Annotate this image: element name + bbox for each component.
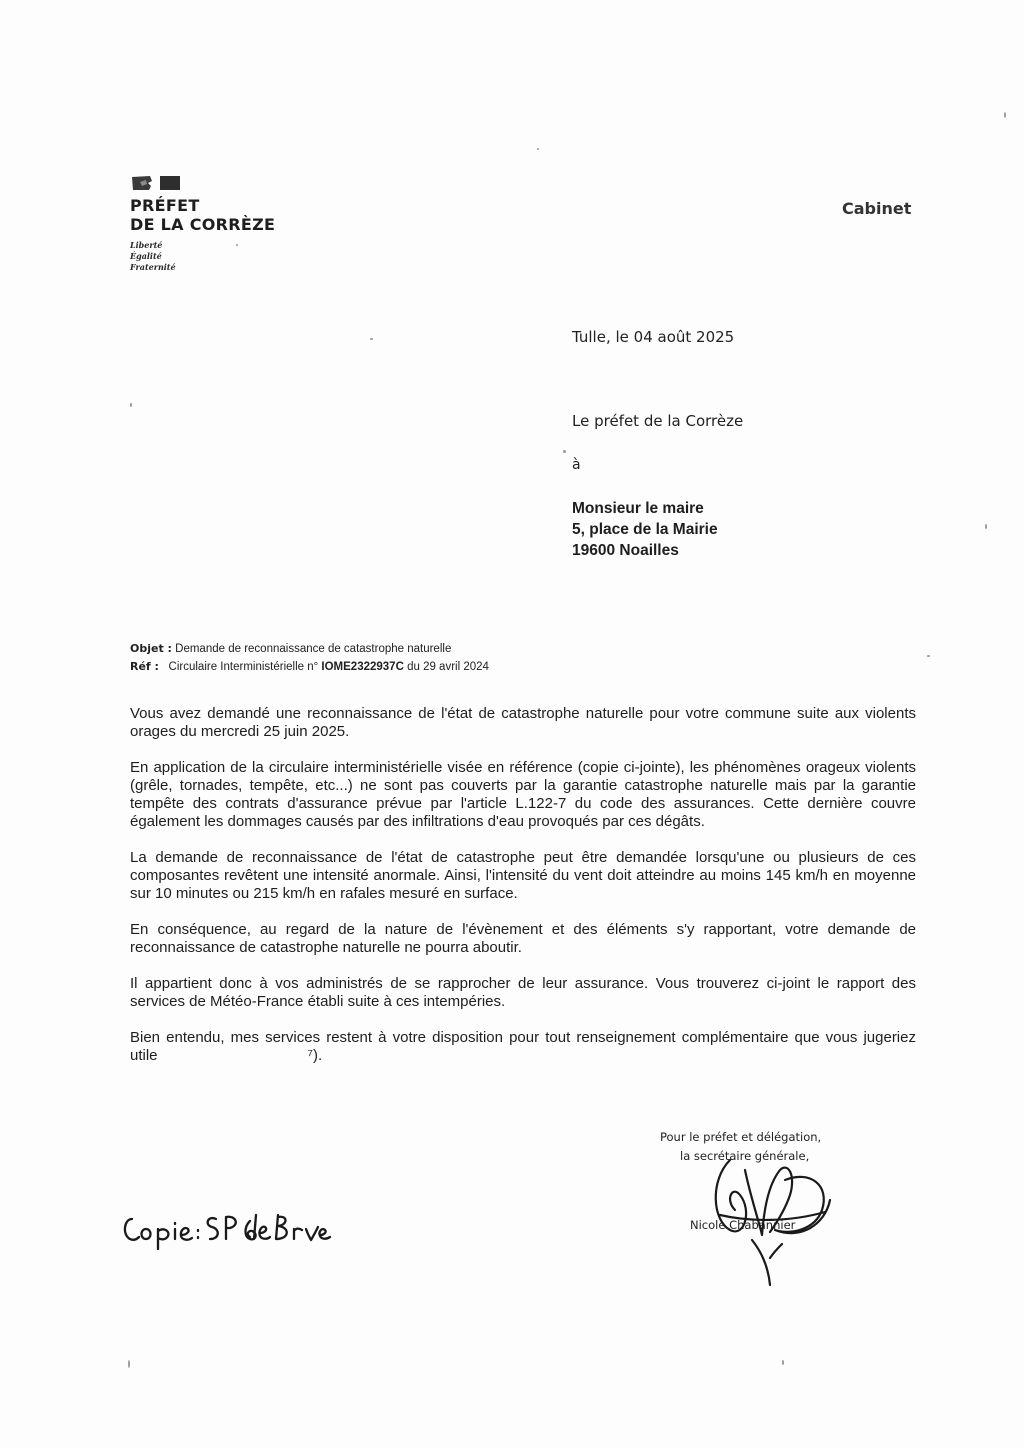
- republic-motto: [130, 240, 176, 273]
- scan-speck: [782, 1360, 784, 1365]
- reference-text: Circulaire Interministérielle n°: [168, 661, 322, 673]
- body-paragraph: Il appartient donc à vos administrés de se rapprocher de leur assurance. Vous trouverez ci-joint le rapport des services de Météo-France établi suite à ces intempéries.: [130, 975, 916, 1010]
- scan-speck: [563, 450, 566, 453]
- recipient-address: [572, 498, 718, 561]
- signature-delegation: Pour le préfet et délégation,: [660, 1130, 822, 1144]
- signature-role: la secrétaire générale,: [680, 1149, 810, 1163]
- reference-label: Réf :: [130, 660, 159, 673]
- body-paragraph: La demande de reconnaissance de l'état de catastrophe peut être demandée lorsqu'une ou plusieurs de ces composantes revêtent une intensité anormale. Ainsi, l'intensité du vent doit atteindre au moins 145 km/h en moyenne sur 10 minutes ou 215 km/h en rafales mesuré en surface.: [130, 849, 916, 902]
- handwritten-signature-icon: [690, 1140, 850, 1290]
- object-label: Objet :: [130, 642, 172, 655]
- letter-sender: Le préfet de la Corrèze: [572, 412, 744, 430]
- prefecture-title: [130, 196, 275, 234]
- body-paragraph: En application de la circulaire interministérielle visée en référence (copie ci-jointe), les phénomènes orageux violents (grêle, tornades, tempête, etc...) ne sont pas couverts par la garantie catastrophe naturelle mais par la garantie tempête des contrats d'assurance prévue par l'article L.122-7 du code des assurances. Cette dernière couvre également les dommages causés par des infiltrations d'eau provoqués par ces dégâts.: [130, 759, 916, 830]
- scan-speck: [537, 148, 539, 150]
- object-text: Demande de reconnaissance de catastrophe naturelle: [175, 643, 452, 655]
- motto-egalite: Égalité: [130, 251, 162, 261]
- scan-speck: [1004, 112, 1006, 118]
- prefecture-title-line1: PRÉFET: [130, 196, 200, 215]
- letter-date: Tulle, le 04 août 2025: [572, 328, 735, 346]
- motto-liberte: Liberté: [130, 240, 163, 250]
- recipient-street: 5, place de la Mairie: [572, 521, 718, 538]
- scan-speck: [927, 655, 930, 657]
- scan-speck: [985, 524, 987, 529]
- recipient-city: 19600 Noailles: [572, 542, 679, 559]
- signatory-name: Nicole Chabannier: [690, 1218, 796, 1232]
- letter-to-word: à: [572, 457, 581, 473]
- reference-line: [130, 658, 489, 676]
- motto-fraternite: Fraternité: [130, 262, 176, 272]
- prefecture-title-line2: DE LA CORRÈZE: [130, 215, 276, 234]
- scan-speck: [128, 1360, 130, 1368]
- scan-speck: [370, 338, 373, 340]
- service-label: Cabinet: [842, 199, 912, 218]
- scan-speck: [130, 403, 132, 407]
- body-paragraph: Bien entendu, mes services restent à votre disposition pour tout renseignement complémentaire que vous jugeriez utile ⁷).: [130, 1029, 921, 1064]
- reference-code: IOME2322937C: [321, 661, 404, 673]
- handwritten-copy-annotation: [118, 1205, 333, 1250]
- marianne-logo-icon: [130, 174, 182, 192]
- recipient-name: Monsieur le maire: [572, 500, 704, 517]
- body-paragraph: En conséquence, au regard de la nature de l'évènement et des éléments s'y rapportant, votre demande de reconnaissance de catastrophe naturelle ne pourra aboutir.: [130, 921, 916, 956]
- reference-date: du 29 avril 2024: [403, 661, 489, 673]
- body-paragraph: Vous avez demandé une reconnaissance de l'état de catastrophe naturelle pour votre commune suite aux violents orages du mercredi 25 juin 2025.: [130, 705, 916, 740]
- letter-body: [130, 705, 921, 1083]
- object-line: [130, 640, 489, 658]
- scan-speck: [236, 244, 238, 246]
- letter-references: [130, 640, 489, 676]
